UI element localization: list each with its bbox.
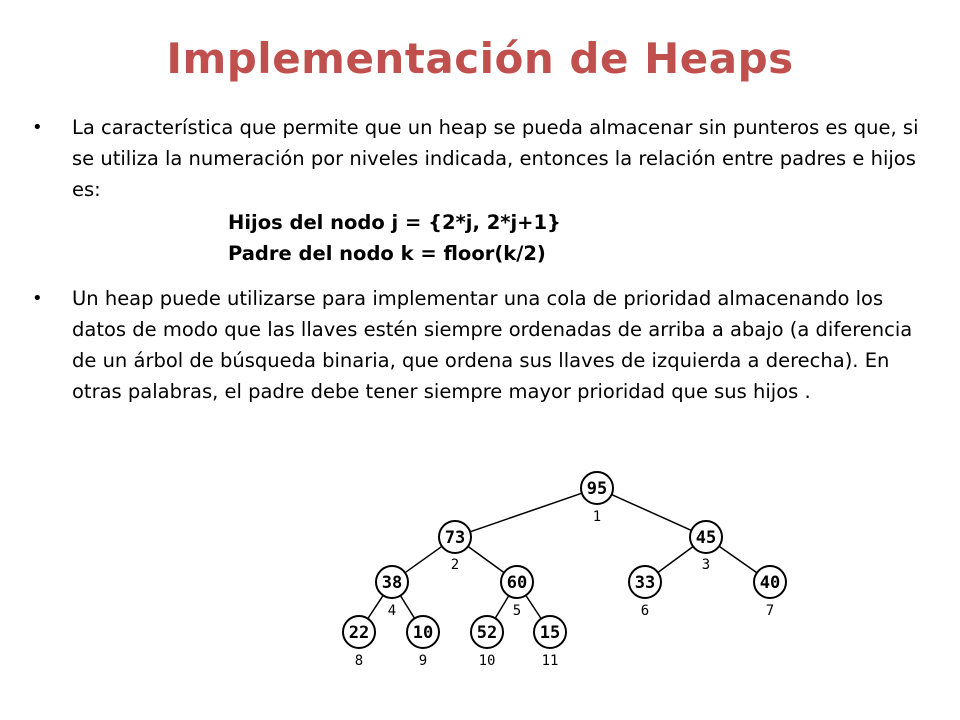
bullet-text: Un heap puede utilizarse para implementar una cola de prioridad almacenando los datos de modo que las llaves estén siempre ordenadas de arriba a abajo (a diferencia de un árbol de búsqueda binaria, que ordena sus llaves de izquierda a derecha). En otras palabras, el padre debe tener siempre mayor prioridad que sus hijos . bbox=[72, 287, 913, 403]
heap-node-value: 22 bbox=[348, 623, 370, 643]
heap-node-index: 9 bbox=[418, 653, 428, 669]
heap-edge bbox=[400, 596, 414, 619]
heap-node-index: 10 bbox=[478, 653, 496, 669]
bullet-text: La característica que permite que un heap se pueda almacenar sin punteros es que, si se utiliza la numeración por niveles indicada, entonces la relación entre padres e hijos es: bbox=[72, 116, 919, 201]
heap-node-value: 73 bbox=[444, 528, 466, 548]
heap-node-2 bbox=[439, 521, 471, 573]
heap-node-7 bbox=[754, 566, 786, 619]
heap-node-1 bbox=[581, 472, 613, 525]
heap-node-index: 5 bbox=[512, 603, 522, 619]
formula-children: Hijos del nodo j = {2*j, 2*j+1} bbox=[228, 211, 561, 234]
heap-node-value: 10 bbox=[412, 623, 434, 643]
heap-edge bbox=[495, 596, 509, 619]
heap-node-value: 40 bbox=[759, 573, 781, 593]
bullet-icon: • bbox=[32, 117, 43, 138]
heap-edge bbox=[470, 493, 582, 532]
heap-node-value: 60 bbox=[506, 573, 528, 593]
heap-node-value: 33 bbox=[634, 573, 656, 593]
heap-node-9 bbox=[407, 616, 439, 669]
heap-edge bbox=[405, 546, 442, 572]
heap-edge bbox=[526, 595, 541, 618]
heap-node-index: 6 bbox=[640, 603, 650, 619]
heap-node-11 bbox=[534, 616, 566, 669]
heap-node-index: 11 bbox=[541, 653, 559, 669]
heap-node-index: 8 bbox=[354, 653, 364, 669]
heap-node-value: 38 bbox=[381, 573, 403, 593]
heap-node-value: 15 bbox=[539, 623, 561, 643]
heap-node-index: 3 bbox=[701, 557, 711, 573]
heap-node-3 bbox=[690, 521, 722, 573]
heap-edge bbox=[368, 595, 383, 618]
heap-edge bbox=[719, 546, 757, 573]
heap-edge bbox=[658, 546, 693, 572]
slide-title: Implementación de Heaps bbox=[166, 34, 794, 83]
bullet-icon: • bbox=[32, 288, 43, 309]
heap-node-index: 4 bbox=[387, 603, 397, 619]
heap-edge bbox=[468, 546, 504, 572]
heap-node-5 bbox=[501, 566, 533, 619]
heap-node-4 bbox=[376, 566, 408, 619]
heap-node-6 bbox=[629, 566, 661, 619]
heap-node-8 bbox=[343, 616, 375, 669]
heap-edge bbox=[612, 495, 692, 531]
heap-node-index: 7 bbox=[765, 603, 775, 619]
heap-node-value: 45 bbox=[695, 528, 717, 548]
formula-parent: Padre del nodo k = floor(k/2) bbox=[228, 242, 546, 265]
heap-node-value: 52 bbox=[476, 623, 498, 643]
heap-node-value: 95 bbox=[586, 479, 608, 499]
heap-node-10 bbox=[471, 616, 503, 669]
heap-node-index: 1 bbox=[592, 509, 602, 525]
heap-node-index: 2 bbox=[450, 557, 460, 573]
